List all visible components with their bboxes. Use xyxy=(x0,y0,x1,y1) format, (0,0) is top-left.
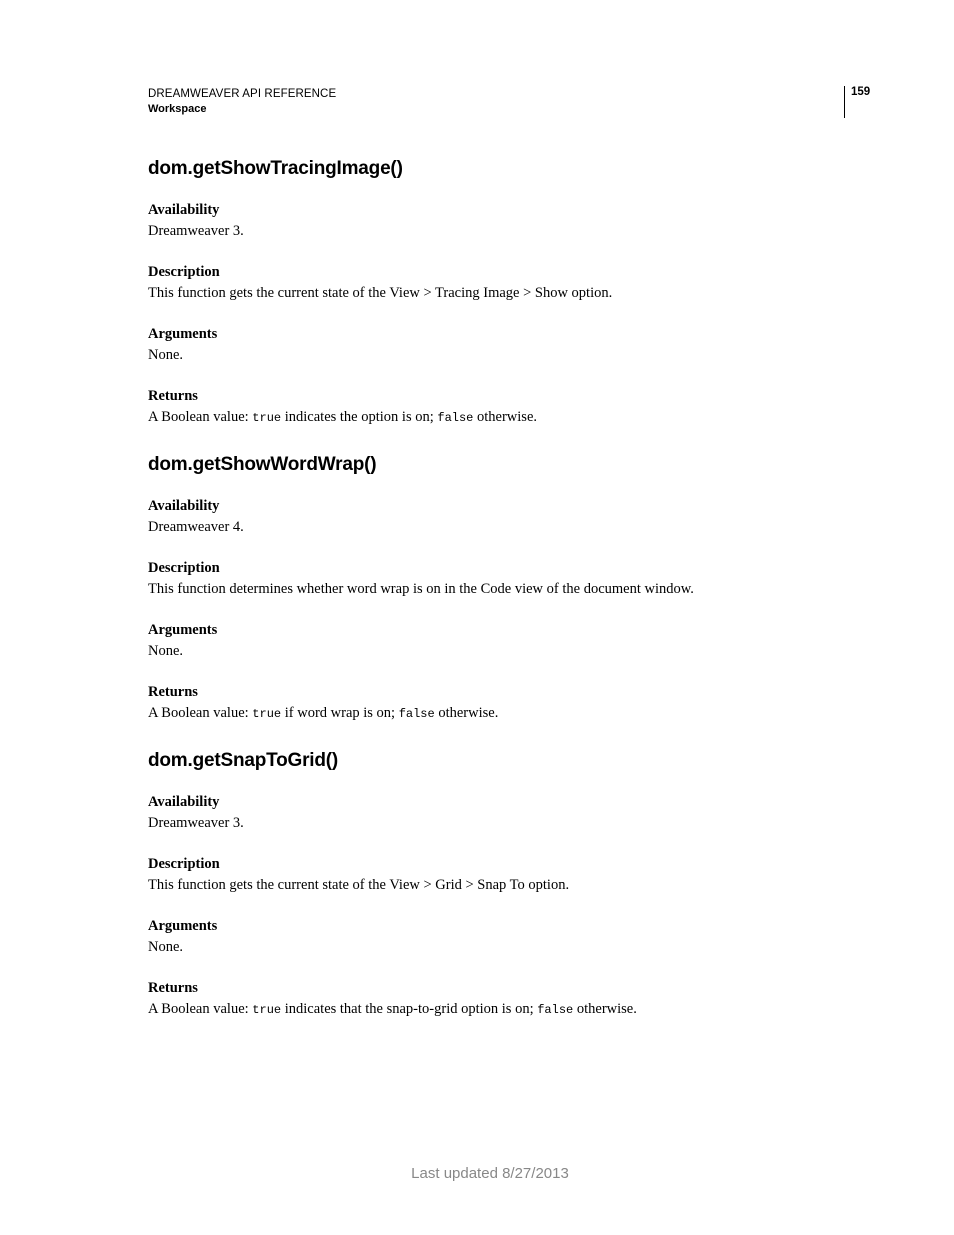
returns-label: Returns xyxy=(148,684,198,700)
page-number: 159 xyxy=(851,86,871,98)
description-text: This function gets the current state of the View > Grid > Snap To option. xyxy=(148,877,570,893)
availability-label: Availability xyxy=(148,202,220,218)
main-content xyxy=(148,154,868,1042)
returns-block xyxy=(148,978,868,1021)
availability-block xyxy=(148,200,868,242)
availability-text: Dreamweaver 4. xyxy=(148,519,244,535)
function-section xyxy=(148,154,868,429)
code-false: false xyxy=(537,1003,574,1017)
code-true: true xyxy=(252,707,282,721)
arguments-label: Arguments xyxy=(148,326,218,342)
arguments-text: None. xyxy=(148,643,184,659)
returns-middle: indicates the option is on; xyxy=(281,409,438,425)
code-false: false xyxy=(437,411,474,425)
returns-middle: indicates that the snap-to-grid option is on; xyxy=(281,1001,538,1017)
arguments-block xyxy=(148,620,868,662)
function-title: dom.getShowWordWrap() xyxy=(148,454,377,475)
function-section xyxy=(148,450,868,725)
arguments-text: None. xyxy=(148,939,184,955)
returns-label: Returns xyxy=(148,980,198,996)
code-true: true xyxy=(252,1003,282,1017)
function-section xyxy=(148,746,868,1021)
code-false: false xyxy=(398,707,435,721)
arguments-label: Arguments xyxy=(148,918,218,934)
function-title: dom.getShowTracingImage() xyxy=(148,158,403,179)
availability-block xyxy=(148,496,868,538)
arguments-label: Arguments xyxy=(148,622,218,638)
code-true: true xyxy=(252,411,282,425)
arguments-block xyxy=(148,324,868,366)
running-header xyxy=(148,87,336,117)
description-text: This function gets the current state of the View > Tracing Image > Show option. xyxy=(148,285,613,301)
returns-text xyxy=(148,703,868,725)
returns-block xyxy=(148,386,868,429)
description-block xyxy=(148,558,868,600)
returns-suffix: otherwise. xyxy=(473,409,538,425)
returns-text xyxy=(148,999,868,1021)
arguments-text: None. xyxy=(148,347,184,363)
returns-suffix: otherwise. xyxy=(434,705,499,721)
last-updated-text: Last updated 8/27/2013 xyxy=(411,1165,569,1182)
page-footer xyxy=(0,1165,954,1182)
description-label: Description xyxy=(148,560,220,576)
availability-text: Dreamweaver 3. xyxy=(148,815,244,831)
chapter-name: Workspace xyxy=(148,103,207,115)
availability-text: Dreamweaver 3. xyxy=(148,223,244,239)
availability-label: Availability xyxy=(148,794,220,810)
returns-middle: if word wrap is on; xyxy=(281,705,399,721)
returns-suffix: otherwise. xyxy=(573,1001,637,1017)
availability-block xyxy=(148,792,868,834)
description-text: This function determines whether word wrap is on in the Code view of the document window. xyxy=(148,581,694,597)
description-block xyxy=(148,262,868,304)
description-label: Description xyxy=(148,264,220,280)
availability-label: Availability xyxy=(148,498,220,514)
description-label: Description xyxy=(148,856,220,872)
header-divider xyxy=(844,86,845,118)
arguments-block xyxy=(148,916,868,958)
document-title: DREAMWEAVER API REFERENCE xyxy=(148,88,337,100)
returns-prefix: A Boolean value: xyxy=(148,1001,253,1017)
returns-prefix: A Boolean value: xyxy=(148,409,253,425)
description-block xyxy=(148,854,868,896)
returns-block xyxy=(148,682,868,725)
returns-text xyxy=(148,407,868,429)
returns-label: Returns xyxy=(148,388,198,404)
function-title: dom.getSnapToGrid() xyxy=(148,750,339,771)
returns-prefix: A Boolean value: xyxy=(148,705,253,721)
